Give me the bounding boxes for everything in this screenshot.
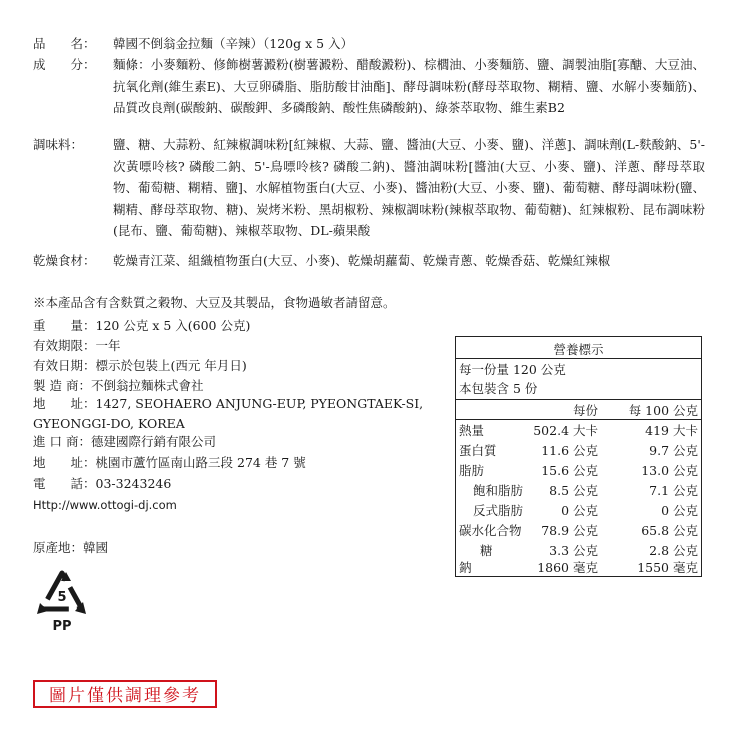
weight-label: 重 量： bbox=[33, 318, 96, 333]
seasoning-row bbox=[33, 134, 713, 254]
nutrient-name: 熱量 bbox=[459, 423, 485, 438]
nutrient-name: 糖 bbox=[480, 543, 493, 558]
nutrient-per-serving: 3.3 公克 bbox=[549, 543, 598, 558]
ingredients-value: 麵條：小麥麵粉、修飾樹薯澱粉(樹薯澱粉、醋酸澱粉)、棕櫚油、小麥麵筋、鹽、調製油脂[寡醣、大豆油、抗氧化劑(維生素E)、大豆卵磷脂、脂肪酸甘油酯]、酵母調味粉(酵母萃取物、糊精、鹽、水解小麥麵筋)、品質改良劑(碳酸鈉、碳酸鉀、多磷酸鈉、酸性焦磷酸鈉)、綠茶萃取物、維生素B2 bbox=[113, 57, 705, 115]
nutrition-row bbox=[456, 441, 701, 462]
disclaimer-stamp: 圖片僅供調理參考 bbox=[33, 680, 217, 708]
nutrition-table bbox=[455, 336, 702, 577]
seasoning-value: 鹽、糖、大蒜粉、紅辣椒調味粉[紅辣椒、大蒜、鹽、醬油(大豆、小麥、鹽)、洋蔥]、調味劑(L-麩酸鈉、5'-次黃嘌呤核? 磷酸二鈉、5'-鳥嘌呤核? 磷酸二鈉)、醬油調味粉[醬油(大豆、小麥、鹽)、洋蔥、酵母萃取物、葡萄糖、糊精、鹽]、水解植物蛋白(大豆、小麥)、醬油粉(大豆、小麥、鹽)、葡萄糖、酵母調味粉(鹽、糊精、酵母萃取物、糖)、炭烤米粉、黑胡椒粉、辣椒調味粉(辣椒萃取物、葡萄糖)、紅辣椒粉、昆布調味粉(昆布、鹽、葡萄糖)、辣椒萃取物、DL-蘋果酸 bbox=[113, 137, 705, 238]
product-name-row bbox=[33, 33, 713, 55]
manufacturer-label: 製 造 商： bbox=[33, 378, 91, 393]
nutrient-per-serving: 11.6 公克 bbox=[541, 443, 598, 458]
nutrition-row bbox=[456, 558, 701, 579]
importer-address-value: 桃園市蘆竹區南山路三段 274 巷 7 號 bbox=[95, 455, 306, 470]
phone-value: 03-3243246 bbox=[95, 476, 172, 491]
dried-ingredients-value: 乾燥青江菜、組織植物蛋白(大豆、小麥)、乾燥胡蘿蔔、乾燥青蔥、乾燥香菇、乾燥紅辣椒 bbox=[113, 253, 611, 268]
manufacturer-address-value: 1427, SEOHAERO ANJUNG-EUP, PYEONGTAEK-SI, GYEONGGI-DO, KOREA bbox=[33, 396, 424, 431]
nutrition-row bbox=[456, 481, 701, 502]
nutrient-name: 鈉 bbox=[459, 560, 472, 575]
shelf-life-label: 有效期限： bbox=[33, 338, 96, 353]
nutrient-per-100g: 9.7 公克 bbox=[649, 443, 698, 458]
product-name-label: 品 名： bbox=[33, 36, 96, 51]
phone-row bbox=[33, 474, 171, 494]
origin-text: 原產地：韓國 bbox=[33, 540, 109, 555]
website-link[interactable]: Http://www.ottogi-dj.com bbox=[33, 498, 177, 512]
nutrient-per-serving: 78.9 公克 bbox=[541, 523, 598, 538]
nutrition-row bbox=[456, 521, 701, 542]
shelf-life-row bbox=[33, 336, 121, 356]
nutrition-divider bbox=[456, 358, 701, 359]
recycle-code: PP bbox=[52, 619, 72, 634]
nutrition-divider bbox=[456, 399, 701, 400]
nutrient-per-100g: 7.1 公克 bbox=[649, 483, 698, 498]
recycle-number: 5 bbox=[57, 590, 67, 605]
nutrient-name: 飽和脂肪 bbox=[473, 483, 524, 498]
weight-row bbox=[33, 316, 250, 336]
nutrition-serving-size: 每一份量 120 公克 bbox=[459, 362, 566, 377]
nutrition-col-per-100g: 每 100 公克 bbox=[628, 403, 698, 418]
nutrition-divider bbox=[456, 419, 701, 420]
nutrition-servings: 本包裝含 5 份 bbox=[459, 381, 538, 396]
nutrient-per-serving: 1860 毫克 bbox=[537, 560, 598, 575]
weight-value: 120 公克 x 5 入(600 公克) bbox=[95, 318, 251, 333]
nutrition-col-per-serving: 每份 bbox=[572, 403, 598, 418]
expiry-label: 有效日期： bbox=[33, 358, 96, 373]
nutrition-row bbox=[456, 461, 701, 482]
shelf-life-value: 一年 bbox=[95, 338, 121, 353]
ingredients-row bbox=[33, 54, 713, 146]
importer-label: 進 口 商： bbox=[33, 434, 91, 449]
allergen-note: ※本產品含有含麩質之穀物、大豆及其製品，食物過敏者請留意。 bbox=[33, 295, 396, 310]
ingredients-label: 成 分： bbox=[33, 57, 96, 72]
nutrient-name: 蛋白質 bbox=[459, 443, 497, 458]
recycle-pp-icon bbox=[33, 567, 91, 635]
nutrient-per-serving: 0 公克 bbox=[561, 503, 598, 518]
recycle-arrows-icon bbox=[33, 567, 91, 635]
importer-row bbox=[33, 432, 216, 452]
nutrient-name: 反式脂肪 bbox=[473, 503, 524, 518]
nutrient-per-serving: 502.4 大卡 bbox=[533, 423, 598, 438]
nutrient-name: 脂肪 bbox=[459, 463, 485, 478]
nutrition-row bbox=[456, 421, 701, 442]
phone-label: 電 話： bbox=[33, 476, 96, 491]
manufacturer-address-line bbox=[33, 394, 448, 434]
dried-ingredients-label: 乾燥食材： bbox=[33, 253, 96, 268]
nutrient-per-100g: 1550 毫克 bbox=[637, 560, 698, 575]
importer-address-row bbox=[33, 453, 306, 473]
nutrient-per-100g: 13.0 公克 bbox=[641, 463, 698, 478]
nutrient-per-100g: 65.8 公克 bbox=[641, 523, 698, 538]
manufacturer-value: 不倒翁拉麵株式會社 bbox=[90, 378, 204, 393]
expiry-value: 標示於包裝上(西元 年月日) bbox=[95, 358, 247, 373]
nutrient-per-100g: 419 大卡 bbox=[645, 423, 698, 438]
nutrient-per-100g: 0 公克 bbox=[661, 503, 698, 518]
seasoning-label: 調味料： bbox=[33, 137, 84, 152]
nutrient-per-serving: 8.5 公克 bbox=[549, 483, 598, 498]
expiry-row bbox=[33, 356, 247, 376]
nutrition-title: 營養標示 bbox=[553, 342, 604, 357]
manufacturer-address-label: 地 址： bbox=[33, 396, 96, 411]
importer-address-label: 地 址： bbox=[33, 455, 96, 470]
dried-ingredients-row bbox=[33, 250, 713, 294]
product-name-value: 韓國不倒翁金拉麵（辛辣）（120g x 5 入） bbox=[113, 36, 354, 51]
nutrient-per-serving: 15.6 公克 bbox=[541, 463, 598, 478]
nutrient-name: 碳水化合物 bbox=[459, 523, 522, 538]
importer-value: 德建國際行銷有限公司 bbox=[90, 434, 216, 449]
nutrient-per-100g: 2.8 公克 bbox=[649, 543, 698, 558]
nutrition-row bbox=[456, 501, 701, 522]
manufacturer-row bbox=[33, 376, 203, 396]
